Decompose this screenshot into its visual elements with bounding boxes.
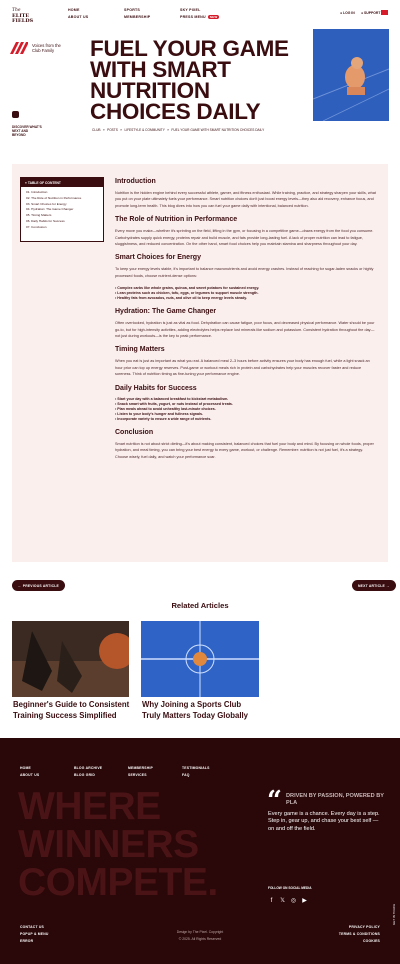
- slogan-line: WINNERS: [18, 823, 199, 866]
- next-article-button[interactable]: NEXT ARTICLE →: [352, 580, 396, 591]
- page-title: FUEL YOUR GAME WITH SMART NUTRITION CHOICES DAILY: [90, 36, 289, 124]
- habits-list: [115, 397, 377, 422]
- footer-link[interactable]: FAQ: [182, 773, 190, 777]
- list-item: • Incorporate variety to ensure a wide range of nutrients.: [115, 416, 212, 421]
- list-item: • Healthy fats from avocados, nuts, and olive oil to keep energy levels steady.: [115, 296, 248, 301]
- paragraph-introduction: Nutrition is the hidden engine behind every successful athlete, gamer, and fitness enthusiast. While training, practice, and strategy sharpen your skills, what you put on your plate ultimately fuels your performance. Smart nutrition choices don't just boost energy levels—they also aid recovery, enhance focus, and promote long-term health. This blog dives into how you can fuel your game daily with intentional, balanced nutrition.: [115, 191, 376, 208]
- user-icon: ●: [340, 11, 343, 15]
- nav-press[interactable]: [180, 15, 219, 19]
- nav-membership[interactable]: MEMBERSHIP: [124, 15, 151, 19]
- related-card-title[interactable]: Why Joining a Sports Club Truly Matters Today Globally: [142, 700, 249, 720]
- hero-image: [313, 29, 389, 121]
- new-badge: NEW: [209, 15, 218, 19]
- breadcrumb: [92, 128, 266, 132]
- energy-list: [115, 286, 377, 301]
- x-icon[interactable]: 𝕏: [280, 898, 285, 904]
- nav-about[interactable]: ABOUT US: [68, 15, 89, 19]
- footer-link[interactable]: TESTIMONIALS: [182, 766, 210, 770]
- paragraph-energy: To keep your energy levels stable, it's important to balance macronutrients and avoid energy crashes. Instead of reaching for sugar-laden snacks or highly processed foods, choose nutrient-dense options:: [115, 267, 374, 278]
- toc-item[interactable]: 01. Introduction: [26, 190, 48, 195]
- table-of-contents: [20, 177, 104, 242]
- nav-sports[interactable]: SPORTS: [124, 8, 140, 12]
- toc-item[interactable]: 02. The Role of Nutrition in Performance: [26, 196, 82, 201]
- youtube-icon[interactable]: ▶: [302, 898, 307, 904]
- footer-link[interactable]: TERMS & CONDITIONS: [338, 932, 380, 936]
- footer-link[interactable]: CONTACT US: [20, 925, 44, 929]
- slogan-line: COMPETE.: [18, 861, 218, 904]
- article-body: [115, 178, 377, 467]
- footer-link[interactable]: SERVICES: [128, 773, 147, 777]
- design-credit: Design by The Pixel. Copyright: [176, 930, 224, 934]
- nav-press-label: PRESS MENU: [180, 15, 206, 19]
- nav-pixel[interactable]: SKY PIXEL: [180, 8, 201, 12]
- toc-item[interactable]: 06. Daily Habits for Success: [26, 218, 65, 223]
- heading-role: The Role of Nutrition in Performance: [115, 216, 238, 224]
- toc-item[interactable]: 07. Conclusion: [26, 224, 47, 229]
- crumb-posts[interactable]: POSTS: [107, 128, 118, 132]
- heading-habits: Daily Habits for Success: [115, 384, 197, 392]
- site-logo[interactable]: [12, 8, 34, 25]
- quote-icon: “: [267, 786, 282, 816]
- crumb-club[interactable]: CLUB: [92, 128, 101, 132]
- related-card-image[interactable]: [141, 621, 259, 697]
- logo-small-text: The: [12, 8, 21, 13]
- related-card-image[interactable]: [12, 621, 129, 697]
- footer-link[interactable]: COOKIES: [362, 939, 380, 943]
- toc-title: TABLE OF CONTENT: [27, 180, 61, 185]
- related-articles-heading: Related Articles: [171, 601, 229, 610]
- crumb-sep: »: [120, 128, 123, 132]
- list-item: • Snack smart with fruits, yogurt, or nuts instead of processed treats.: [115, 401, 233, 406]
- facebook-icon[interactable]: f: [270, 898, 273, 904]
- footer-link[interactable]: BLOG ARCHIVE: [74, 766, 103, 770]
- list-item: • Lean proteins such as chicken, tofu, eggs, or legumes to support muscle strength.: [115, 291, 259, 296]
- toc-item[interactable]: 04. Hydration: The Game Changer: [26, 207, 74, 212]
- list-item: • Start your day with a balanced breakfast to kickstart metabolism.: [115, 396, 229, 401]
- support-icon: ●: [361, 11, 364, 15]
- related-card-title[interactable]: Beginner's Guide to Consistent Training Success Simplified: [13, 700, 130, 720]
- crumb-current: FUEL YOUR GAME WITH SMART NUTRITION CHOICES DAILY: [171, 128, 265, 132]
- follow-label: FOLLOW ON SOCIAL MEDIA: [268, 886, 312, 890]
- heading-conclusion: Conclusion: [115, 428, 154, 436]
- support-link[interactable]: [361, 11, 380, 15]
- copyright: © 2025. All Rights Reserved: [178, 937, 222, 941]
- logo-main-text: ELITE FIELDS: [12, 12, 34, 24]
- instagram-icon[interactable]: ◎: [290, 898, 297, 904]
- slash-logo-icon: [10, 42, 28, 54]
- paragraph-conclusion: Smart nutrition is not about strict dieting—it's about making consistent, balanced choices that fuel your body and mind. By focusing on whole foods, proper hydration, and meal timing, you can bring your best energy to every game, workout, or challenge. Remember: nutrition is not just fuel, it's a strategy. Choose wisely, fuel daily, and watch your performance soar.: [115, 441, 374, 459]
- list-item: • Complex carbs like whole grains, quinoa, and sweet potatoes for sustained energy.: [115, 286, 260, 291]
- quote-heading: DRIVEN BY PASSION, POWERED BY PLA: [286, 793, 384, 806]
- crumb-sep: »: [102, 128, 105, 132]
- footer-link[interactable]: BLOG GRID: [74, 773, 96, 777]
- toc-header: [21, 178, 103, 187]
- footer-link[interactable]: PRIVACY POLICY: [348, 925, 380, 929]
- vertical-contact-label[interactable]: GET IN TOUCH: [392, 903, 396, 925]
- footer-link[interactable]: HOME: [20, 766, 31, 770]
- paragraph-role: Every move you make—whether it's sprinting on the field, lifting in the gym, or focusing in a competitive game—draws energy from the food you consume. Carbohydrates supply quick energy, proteins repair and build muscle, and fats provide long-lasting fuel. A lack of proper nutrition can lead to fatigue, sluggishness, and reduced concentration. On the other hand, smart food choices help you maintain stamina and sharpness throughout your day.: [115, 229, 374, 247]
- quote-body: Every game is a chance. Every day is a step. Step in, gear up, and chase your best self — on and off the field.: [268, 811, 380, 832]
- list-item: • Listen to your body's hunger and fullness signals.: [115, 411, 203, 416]
- paragraph-timing: When you eat is just as important as what you eat. A balanced meal 2–3 hours before activity ensures your body has enough fuel, while a light snack an hour prior can top up energy reserves. Post-game or workout meals rich in protein and carbohydrates help your muscles recover faster and reduce soreness. Think of nutrition timing as fine-tuning your performance engine.: [115, 359, 370, 377]
- toc-item[interactable]: 03. Smart Choices for Energy: [26, 201, 67, 206]
- heading-energy: Smart Choices for Energy: [115, 254, 201, 262]
- list-icon: ≡: [25, 180, 28, 185]
- footer-link[interactable]: POPUP & MENU: [20, 932, 49, 936]
- login-link[interactable]: [340, 11, 355, 15]
- toc-item[interactable]: 05. Timing Matters: [26, 213, 52, 218]
- support-label: SUPPORT: [364, 11, 381, 15]
- heading-introduction: Introduction: [115, 178, 156, 185]
- slogan-line: WHERE: [18, 785, 161, 828]
- list-item: • Plan meals ahead to avoid unhealthy last-minute choices.: [115, 406, 216, 411]
- flag-icon[interactable]: [381, 10, 388, 15]
- paragraph-hydration: Often overlooked, hydration is just as vital as food. Dehydration can cause fatigue, poor focus, and decreased physical performance. Water should be your go-to, but for high-intensity activities, adding electrolytes helps replace lost minerals like sodium and potassium. Consistent hydration throughout the day—not just during workouts—is the key to peak performance.: [115, 321, 375, 339]
- discover-text: DISCOVER WHAT'S NEXT AND BEYOND: [12, 125, 42, 138]
- footer-link[interactable]: ERROR: [20, 939, 34, 943]
- nav-home[interactable]: HOME: [68, 8, 80, 12]
- footer-link[interactable]: MEMBERSHIP: [128, 766, 153, 770]
- heading-timing: Timing Matters: [115, 346, 165, 354]
- badge-icon: [12, 111, 19, 118]
- voices-tagline: Voices from the Club Family: [32, 43, 61, 53]
- previous-article-button[interactable]: ← PREVIOUS ARTICLE: [12, 580, 65, 591]
- footer-link[interactable]: ABOUT US: [20, 773, 40, 777]
- footer-slogan: [18, 785, 218, 904]
- crumb-category[interactable]: LIFESTYLE & COMMUNITY: [124, 128, 165, 132]
- heading-hydration: Hydration: The Game Changer: [115, 308, 217, 316]
- login-label: LOG IN: [343, 11, 355, 15]
- crumb-sep: »: [167, 128, 170, 132]
